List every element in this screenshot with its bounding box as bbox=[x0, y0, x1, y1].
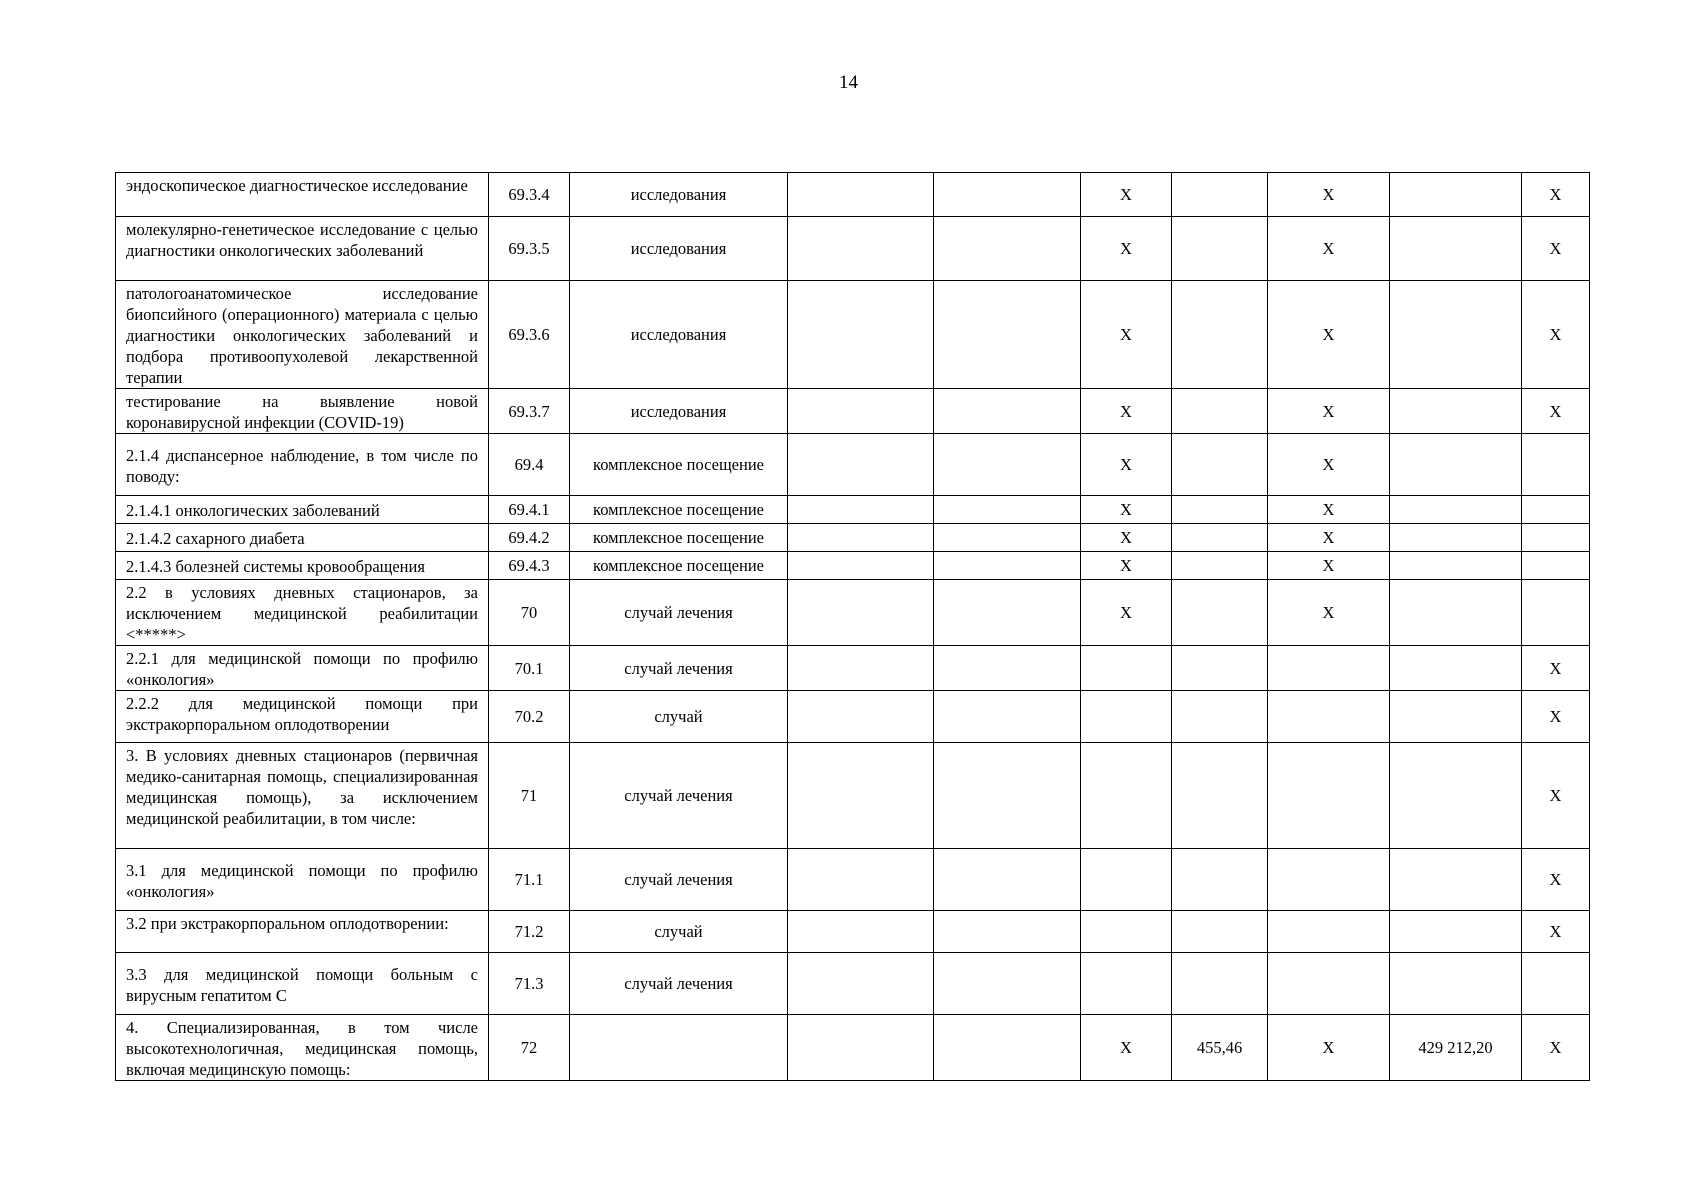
row-value-cell: X bbox=[1522, 1015, 1590, 1081]
table-row bbox=[116, 217, 1590, 281]
page-number: 14 bbox=[839, 72, 858, 93]
row-code-cell: 69.4.2 bbox=[489, 524, 570, 552]
row-value-cell: X bbox=[1081, 217, 1172, 281]
row-value-cell bbox=[934, 281, 1081, 389]
row-value-cell bbox=[788, 580, 934, 646]
row-code-cell: 69.3.4 bbox=[489, 173, 570, 217]
row-value-cell bbox=[1390, 646, 1522, 691]
table-row bbox=[116, 953, 1590, 1015]
row-value-cell bbox=[788, 743, 934, 849]
table-row bbox=[116, 646, 1590, 691]
row-value-cell bbox=[1172, 691, 1268, 743]
row-unit-cell bbox=[570, 1015, 788, 1081]
row-value-cell: X bbox=[1081, 1015, 1172, 1081]
row-unit-cell: исследования bbox=[570, 389, 788, 434]
row-value-cell bbox=[788, 1015, 934, 1081]
table-row bbox=[116, 849, 1590, 911]
row-unit-cell: комплексное посещение bbox=[570, 524, 788, 552]
row-value-cell bbox=[934, 580, 1081, 646]
row-value-cell bbox=[788, 389, 934, 434]
row-unit-cell: случай bbox=[570, 911, 788, 953]
row-value-cell bbox=[1522, 580, 1590, 646]
row-value-cell: X bbox=[1522, 281, 1590, 389]
row-value-cell bbox=[1390, 691, 1522, 743]
row-value-cell bbox=[1268, 646, 1390, 691]
row-value-cell bbox=[1390, 849, 1522, 911]
row-value-cell bbox=[1390, 173, 1522, 217]
row-unit-cell: исследования bbox=[570, 217, 788, 281]
table-row bbox=[116, 434, 1590, 496]
row-value-cell bbox=[1172, 217, 1268, 281]
row-value-cell bbox=[1268, 849, 1390, 911]
row-code-cell: 70.1 bbox=[489, 646, 570, 691]
row-code-cell: 72 bbox=[489, 1015, 570, 1081]
row-value-cell bbox=[934, 389, 1081, 434]
row-value-cell bbox=[1390, 743, 1522, 849]
row-value-cell bbox=[788, 434, 934, 496]
row-value-cell bbox=[788, 524, 934, 552]
row-value-cell bbox=[1390, 496, 1522, 524]
row-value-cell: X bbox=[1268, 580, 1390, 646]
row-value-cell bbox=[1081, 743, 1172, 849]
row-value-cell: X bbox=[1081, 580, 1172, 646]
row-unit-cell: случай bbox=[570, 691, 788, 743]
row-value-cell: X bbox=[1268, 173, 1390, 217]
row-value-cell bbox=[788, 691, 934, 743]
row-value-cell bbox=[934, 743, 1081, 849]
row-value-cell bbox=[788, 953, 934, 1015]
row-value-cell bbox=[934, 849, 1081, 911]
row-value-cell bbox=[1172, 953, 1268, 1015]
row-value-cell bbox=[1172, 173, 1268, 217]
row-value-cell bbox=[1390, 911, 1522, 953]
table-row bbox=[116, 580, 1590, 646]
row-value-cell: X bbox=[1268, 217, 1390, 281]
row-value-cell bbox=[1522, 434, 1590, 496]
table-row bbox=[116, 743, 1590, 849]
row-code-cell: 70 bbox=[489, 580, 570, 646]
row-value-cell bbox=[1522, 524, 1590, 552]
row-value-cell bbox=[1172, 646, 1268, 691]
row-value-cell: X bbox=[1268, 524, 1390, 552]
row-value-cell: X bbox=[1081, 173, 1172, 217]
row-unit-cell: случай лечения bbox=[570, 580, 788, 646]
row-code-cell: 70.2 bbox=[489, 691, 570, 743]
row-value-cell bbox=[1172, 496, 1268, 524]
row-value-cell bbox=[788, 911, 934, 953]
table-row bbox=[116, 552, 1590, 580]
row-value-cell: X bbox=[1522, 217, 1590, 281]
row-value-cell bbox=[934, 217, 1081, 281]
row-value-cell bbox=[1268, 953, 1390, 1015]
row-value-cell bbox=[788, 173, 934, 217]
row-name-cell: 3.3 для медицинской помощи больным с вирусным гепатитом С bbox=[116, 953, 489, 1015]
row-value-cell bbox=[788, 849, 934, 911]
row-value-cell bbox=[1390, 953, 1522, 1015]
row-value-cell bbox=[788, 646, 934, 691]
row-value-cell bbox=[1390, 281, 1522, 389]
row-value-cell bbox=[934, 646, 1081, 691]
row-value-cell: X bbox=[1081, 389, 1172, 434]
row-value-cell bbox=[1081, 953, 1172, 1015]
row-value-cell: X bbox=[1081, 552, 1172, 580]
row-value-cell bbox=[1172, 389, 1268, 434]
row-value-cell bbox=[1172, 743, 1268, 849]
table-row bbox=[116, 389, 1590, 434]
row-name-cell: тестирование на выявление новой коронавирусной инфекции (COVID-19) bbox=[116, 389, 489, 434]
row-code-cell: 69.3.6 bbox=[489, 281, 570, 389]
row-name-cell: молекулярно-генетическое исследование с целью диагностики онкологических заболеваний bbox=[116, 217, 489, 281]
row-value-cell bbox=[1172, 281, 1268, 389]
row-unit-cell: случай лечения bbox=[570, 646, 788, 691]
row-value-cell: X bbox=[1081, 434, 1172, 496]
row-value-cell bbox=[1268, 911, 1390, 953]
row-code-cell: 69.3.5 bbox=[489, 217, 570, 281]
row-value-cell bbox=[1172, 524, 1268, 552]
row-value-cell bbox=[934, 552, 1081, 580]
row-value-cell: X bbox=[1522, 911, 1590, 953]
table-row bbox=[116, 524, 1590, 552]
row-value-cell bbox=[934, 1015, 1081, 1081]
row-code-cell: 69.4.3 bbox=[489, 552, 570, 580]
row-value-cell: 429 212,20 bbox=[1390, 1015, 1522, 1081]
row-value-cell: X bbox=[1522, 389, 1590, 434]
row-value-cell bbox=[788, 552, 934, 580]
row-value-cell bbox=[1172, 552, 1268, 580]
row-value-cell bbox=[934, 434, 1081, 496]
row-value-cell: X bbox=[1522, 173, 1590, 217]
row-value-cell bbox=[1522, 496, 1590, 524]
row-name-cell: 3.1 для медицинской помощи по профилю «онкология» bbox=[116, 849, 489, 911]
row-value-cell bbox=[1522, 953, 1590, 1015]
row-name-cell: 2.2.1 для медицинской помощи по профилю «онкология» bbox=[116, 646, 489, 691]
row-value-cell bbox=[1390, 524, 1522, 552]
row-unit-cell: комплексное посещение bbox=[570, 552, 788, 580]
row-name-cell: 2.1.4.2 сахарного диабета bbox=[116, 524, 489, 552]
row-code-cell: 71.1 bbox=[489, 849, 570, 911]
row-value-cell: X bbox=[1081, 496, 1172, 524]
row-value-cell: 455,46 bbox=[1172, 1015, 1268, 1081]
row-name-cell: 2.2 в условиях дневных стационаров, за исключением медицинской реабилитации <*****> bbox=[116, 580, 489, 646]
row-value-cell bbox=[934, 911, 1081, 953]
table-row bbox=[116, 173, 1590, 217]
row-code-cell: 71 bbox=[489, 743, 570, 849]
row-unit-cell: комплексное посещение bbox=[570, 496, 788, 524]
row-name-cell: 2.1.4.1 онкологических заболеваний bbox=[116, 496, 489, 524]
row-value-cell bbox=[1172, 580, 1268, 646]
row-value-cell bbox=[1172, 911, 1268, 953]
row-value-cell bbox=[788, 217, 934, 281]
row-value-cell bbox=[1081, 849, 1172, 911]
row-value-cell bbox=[934, 953, 1081, 1015]
row-value-cell bbox=[1390, 434, 1522, 496]
row-value-cell: X bbox=[1268, 552, 1390, 580]
row-value-cell: X bbox=[1522, 849, 1590, 911]
row-code-cell: 69.4.1 bbox=[489, 496, 570, 524]
row-value-cell bbox=[1390, 217, 1522, 281]
row-name-cell: 2.1.4 диспансерное наблюдение, в том числе по поводу: bbox=[116, 434, 489, 496]
row-name-cell: 3.2 при экстракорпоральном оплодотворении: bbox=[116, 911, 489, 953]
row-name-cell: 2.2.2 для медицинской помощи при экстракорпоральном оплодотворении bbox=[116, 691, 489, 743]
table-row bbox=[116, 1015, 1590, 1081]
row-unit-cell: исследования bbox=[570, 173, 788, 217]
row-unit-cell: случай лечения bbox=[570, 743, 788, 849]
row-value-cell: X bbox=[1081, 281, 1172, 389]
row-value-cell: X bbox=[1268, 496, 1390, 524]
row-value-cell bbox=[1172, 849, 1268, 911]
row-unit-cell: случай лечения bbox=[570, 849, 788, 911]
row-value-cell bbox=[788, 496, 934, 524]
row-value-cell bbox=[1522, 552, 1590, 580]
row-name-cell: 4. Специализированная, в том числе высокотехнологичная, медицинская помощь, включая медицинскую помощь: bbox=[116, 1015, 489, 1081]
row-value-cell bbox=[1172, 434, 1268, 496]
table-row bbox=[116, 911, 1590, 953]
row-value-cell bbox=[1081, 911, 1172, 953]
row-value-cell bbox=[1390, 580, 1522, 646]
row-value-cell bbox=[934, 524, 1081, 552]
row-value-cell bbox=[1081, 691, 1172, 743]
row-value-cell: X bbox=[1268, 434, 1390, 496]
row-unit-cell: исследования bbox=[570, 281, 788, 389]
row-value-cell: X bbox=[1522, 691, 1590, 743]
row-value-cell: X bbox=[1268, 1015, 1390, 1081]
table-row bbox=[116, 281, 1590, 389]
row-value-cell: X bbox=[1522, 646, 1590, 691]
row-code-cell: 69.4 bbox=[489, 434, 570, 496]
row-code-cell: 71.3 bbox=[489, 953, 570, 1015]
row-value-cell bbox=[788, 281, 934, 389]
row-code-cell: 69.3.7 bbox=[489, 389, 570, 434]
table-row bbox=[116, 496, 1590, 524]
row-value-cell: X bbox=[1081, 524, 1172, 552]
row-value-cell: X bbox=[1268, 389, 1390, 434]
row-name-cell: эндоскопическое диагностическое исследование bbox=[116, 173, 489, 217]
row-code-cell: 71.2 bbox=[489, 911, 570, 953]
row-value-cell: X bbox=[1522, 743, 1590, 849]
row-value-cell bbox=[1268, 691, 1390, 743]
row-name-cell: патологоанатомическое исследование биопсийного (операционного) материала с целью диагностики онкологических заболеваний и подбора противоопухолевой лекарственной терапии bbox=[116, 281, 489, 389]
row-value-cell bbox=[1390, 552, 1522, 580]
data-table bbox=[115, 172, 1590, 1081]
row-value-cell: X bbox=[1268, 281, 1390, 389]
row-value-cell bbox=[934, 496, 1081, 524]
row-unit-cell: случай лечения bbox=[570, 953, 788, 1015]
row-name-cell: 2.1.4.3 болезней системы кровообращения bbox=[116, 552, 489, 580]
row-value-cell bbox=[1390, 389, 1522, 434]
row-value-cell bbox=[1268, 743, 1390, 849]
row-unit-cell: комплексное посещение bbox=[570, 434, 788, 496]
row-value-cell bbox=[934, 691, 1081, 743]
row-value-cell bbox=[1081, 646, 1172, 691]
row-value-cell bbox=[934, 173, 1081, 217]
table-row bbox=[116, 691, 1590, 743]
row-name-cell: 3. В условиях дневных стационаров (первичная медико-санитарная помощь, специализированная медицинская помощь), за исключением медицинской реабилитации, в том числе: bbox=[116, 743, 489, 849]
